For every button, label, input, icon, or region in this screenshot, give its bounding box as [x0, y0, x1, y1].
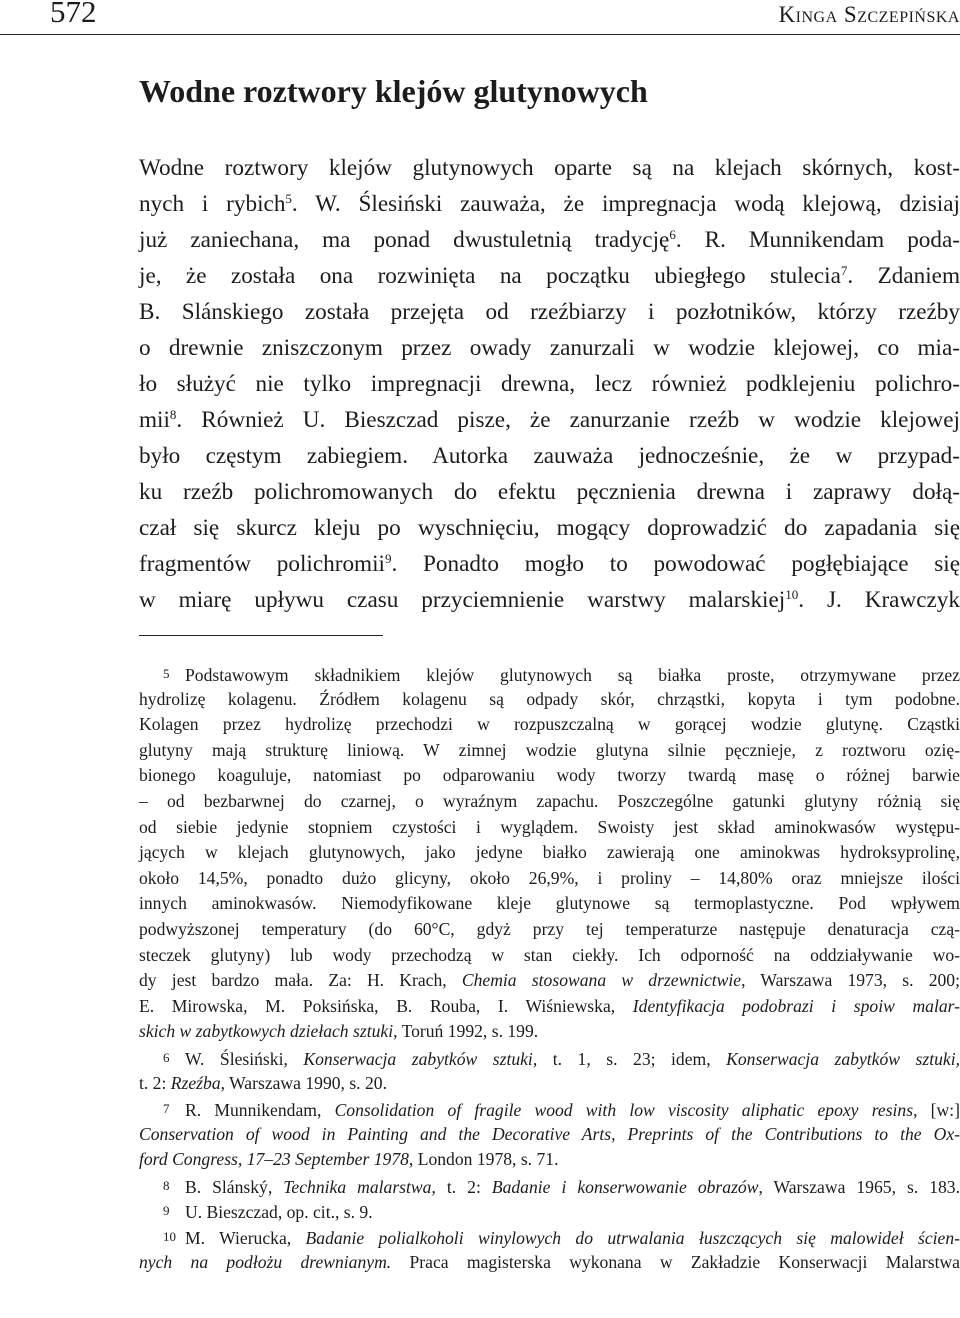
cited-title: Rzeźba [170, 1072, 221, 1093]
cited-title: Identyfikacja podobrazi i spoiw malar- [632, 995, 960, 1016]
body-line: Wodne roztwory klejów glutynowych oparte są na klejach skórnych, kost- [139, 155, 960, 181]
footnote-reference[interactable]: 8 [169, 407, 177, 422]
body-line: o drewnie zniszczonym przez owady zanurzali w wodzie klejowej, co mia- [139, 335, 960, 361]
footnote-reference[interactable]: 9 [384, 551, 392, 566]
body-line: mii$^8$. Również U. Bieszczad pisze, że zanurzanie rzeźb w wodzie klejowej [139, 407, 960, 433]
cited-title: nych na podłożu drewnianym. [139, 1251, 392, 1272]
section-title: Wodne roztwory klejów glutynowych [139, 73, 648, 109]
footnote-8-line: 8 B. Slánský, Technika malarstwa, t. 2: Badanie i konserwowanie obrazów, Warszawa 1965, s. 183. [139, 1173, 960, 1199]
footnote-reference[interactable]: 10 [785, 587, 799, 602]
footnote-number: 7 [163, 1101, 170, 1117]
cited-title: Badanie polialkoholi winylowych do utrwalania łuszczących się malowideł ścien- [305, 1228, 960, 1249]
body-line: fragmentów polichromii$^9$. Ponadto mogło to powodować pogłębiające się [139, 551, 960, 577]
footnote-5-line: hydrolizę kolagenu. Źródłem kolagenu są odpady skór, chrząstki, kopyta i tym podobne. [139, 688, 960, 709]
footnote-separator [139, 635, 383, 636]
footnote-7-line: ford Congress, 17–23 September 1978, London 1978, s. 71. [139, 1149, 559, 1170]
footnote-5-line: około 14,5%, ponadto dużo glicyny, około 26,9%, i proliny – 14,80% oraz mniejsze ilości [139, 867, 960, 888]
page-number: 572 [50, 0, 97, 29]
footnote-10-line: nych na podłożu drewnianym. Praca magisterska wykonana w Zakładzie Konserwacji Malarstwa [139, 1251, 960, 1272]
cited-title: Consolidation of fragile wood with low viscosity aliphatic epoxy resins [334, 1100, 914, 1121]
footnote-5-line: bionego koaguluje, natomiast po odparowaniu wody tworzy twardą masę o różnej barwie [139, 765, 960, 786]
footnote-reference[interactable]: 6 [669, 227, 676, 242]
footnote-5-line: – od bezbarwnej do czarnej, o wyraźnym zapachu. Poszczególne gatunki glutyny różnią się [139, 790, 960, 811]
footnote-5-line: podwyższonej temperatury (do 60°C, gdyż przy tej temperaturze następuje denaturacja czą- [139, 918, 960, 939]
footnote-9-line: 9 U. Bieszczad, op. cit., s. 9. [139, 1198, 960, 1224]
footnote-5-line: steczek glutyny) lub wody przechodzą w stan ciekły. Ich odporność na oddziaływanie wo- [139, 944, 960, 965]
cited-title: Konserwacja zabytków sztuki [303, 1048, 533, 1069]
footnote-5-line: E. Mirowska, M. Poksińska, B. Rouba, I. Wiśniewska, Identyfikacja podobrazi i spoiw malar- [139, 995, 960, 1016]
footnote-5-line: glutyny mają strukturę liniową. W zimnej wodzie glutyna silnie pęcznieje, z roztworu ozię- [139, 739, 960, 760]
footnote-6-line: 6 W. Ślesiński, Konserwacja zabytków sztuki, t. 1, s. 23; idem, Konserwacja zabytków sztuki, [139, 1045, 960, 1071]
body-line: nych i rybich$^5$. W. Ślesiński zauważa, że impregnacja wodą klejową, dzisiaj [139, 191, 960, 217]
body-line: B. Slánskiego została przejęta od rzeźbiarzy i pozłotników, którzy rzeźby [139, 299, 960, 325]
cited-title: Badanie i konserwowanie obrazów [491, 1176, 759, 1197]
footnote-5-line: innych aminokwasów. Niemodyfikowane kleje glutynowe są termoplastyczne. Pod wpływem [139, 893, 960, 914]
footnote-7-line: 7 R. Munnikendam, Consolidation of fragile wood with low viscosity aliphatic epoxy resins, [w:] [139, 1096, 960, 1122]
body-line: ku rzeźb polichromowanych do efektu pęcznienia drewna i zaprawy dołą- [139, 479, 960, 505]
footnote-number: 6 [163, 1049, 170, 1065]
body-line: ło służyć nie tylko impregnacji drewna, lecz również podklejeniu polichro- [139, 371, 960, 397]
footnote-10-line: 10 M. Wierucka, Badanie polialkoholi winylowych do utrwalania łuszczących się malowideł ścien- [139, 1224, 960, 1250]
cited-title: ford Congress, 17–23 September 1978 [139, 1149, 409, 1170]
footnote-reference[interactable]: 7 [840, 263, 848, 278]
footnote-5-line: skich w zabytkowych dziełach sztuki, Toruń 1992, s. 199. [139, 1021, 539, 1042]
footnote-5-line: dy jest bardzo mała. Za: H. Krach, Chemia stosowana w drzewnictwie, Warszawa 1973, s. 200; [139, 970, 960, 991]
body-line: czał się skurcz kleju po wyschnięciu, mogący doprowadzić do zapadania się [139, 515, 960, 541]
cited-title: Konserwacja zabytków sztuki, [726, 1048, 960, 1069]
footnote-number: 5 [163, 666, 170, 681]
footnote-reference[interactable]: 5 [285, 191, 292, 206]
footnote-7-line [139, 1122, 960, 1148]
running-author: Kinga Szczepińska [778, 2, 960, 27]
body-paragraph [139, 150, 960, 618]
cited-title: Chemia stosowana w drzewnictwie [461, 970, 742, 991]
cited-title: Conservation of wood in Painting and the Decorative Arts, Preprints of the Contributions to the Ox- [139, 1123, 960, 1144]
footnote-number: 10 [163, 1229, 176, 1245]
footnote-5-line: jących w klejach glutynowych, jako jedyne białko zawierają one aminokwas hydroksyprolinę, [139, 842, 960, 863]
body-line: je, że została ona rozwinięta na początku ubiegłego stulecia$^7$. Zdaniem [139, 263, 960, 289]
footnote-5-line: od siebie jedynie stopniem czystości i wyglądem. Swoisty jest skład aminokwasów występu- [139, 816, 960, 837]
footnote-number: 8 [163, 1177, 170, 1193]
body-line: było częstym zabiegiem. Autorka zauważa jednocześnie, że w przypad- [139, 443, 960, 469]
cited-title: skich w zabytkowych dziełach sztuki [139, 1021, 394, 1042]
cited-title: Technika malarstwa [283, 1176, 432, 1197]
body-line: w miarę upływu czasu przyciemnienie warstwy malarskiej$^{10}$. J. Krawczyk [139, 587, 960, 613]
footnotes [139, 661, 960, 1275]
footnote-number: 9 [163, 1203, 170, 1219]
footnote-5-line: Kolagen przez hydrolizę przechodzi w rozpuszczalną w gorącej wodzie glutynę. Cząstki [139, 714, 960, 735]
footnote-6-line: t. 2: Rzeźba, Warszawa 1990, s. 20. [139, 1072, 387, 1093]
body-line: już zaniechana, ma ponad dwustuletnią tradycję$^6$. R. Munnikendam poda- [139, 227, 960, 253]
running-header [0, 0, 960, 35]
footnote-5-line: 5 Podstawowym składnikiem klejów glutynowych są białka proste, otrzymywane przez [139, 661, 960, 687]
